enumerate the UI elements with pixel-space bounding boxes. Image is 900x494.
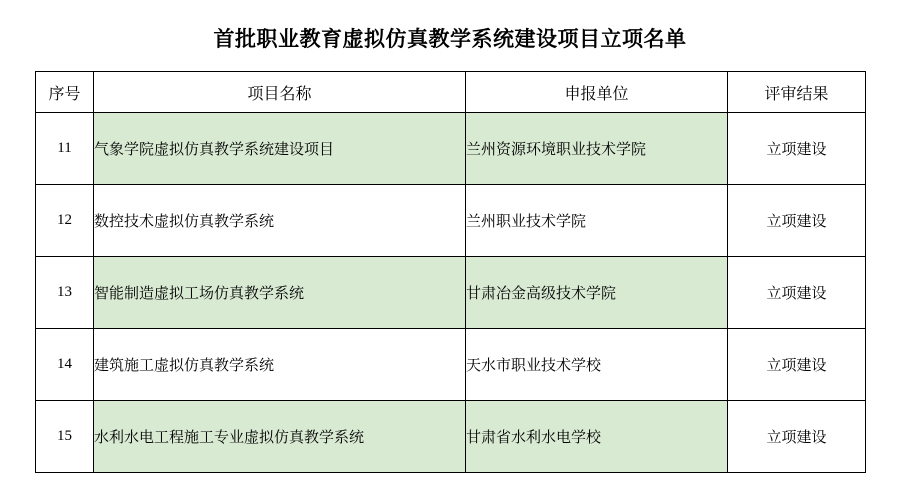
table-row <box>36 185 866 257</box>
table-row <box>36 257 866 329</box>
cell-project-name: 建筑施工虚拟仿真教学系统 <box>94 329 466 401</box>
cell-review-result: 立项建设 <box>728 257 866 329</box>
table-body <box>36 113 866 473</box>
cell-project-name: 水利水电工程施工专业虚拟仿真教学系统 <box>94 401 466 473</box>
cell-review-result: 立项建设 <box>728 185 866 257</box>
cell-no: 15 <box>36 401 94 473</box>
cell-review-result: 立项建设 <box>728 113 866 185</box>
cell-applicant-unit: 兰州职业技术学院 <box>466 185 728 257</box>
column-header-project-name: 项目名称 <box>94 72 466 113</box>
table-header <box>36 72 866 113</box>
cell-no: 11 <box>36 113 94 185</box>
cell-project-name: 气象学院虚拟仿真教学系统建设项目 <box>94 113 466 185</box>
cell-review-result: 立项建设 <box>728 401 866 473</box>
table-row <box>36 113 866 185</box>
column-header-review-result: 评审结果 <box>728 72 866 113</box>
cell-applicant-unit: 兰州资源环境职业技术学院 <box>466 113 728 185</box>
cell-no: 12 <box>36 185 94 257</box>
table-row <box>36 401 866 473</box>
cell-no: 13 <box>36 257 94 329</box>
column-header-applicant-unit: 申报单位 <box>466 72 728 113</box>
cell-applicant-unit: 天水市职业技术学校 <box>466 329 728 401</box>
page-title: 首批职业教育虚拟仿真教学系统建设项目立项名单 <box>213 27 687 51</box>
table-header-row <box>36 72 866 113</box>
project-list-table <box>35 71 866 473</box>
cell-applicant-unit: 甘肃省水利水电学校 <box>466 401 728 473</box>
column-header-no: 序号 <box>36 72 94 113</box>
cell-project-name: 智能制造虚拟工场仿真教学系统 <box>94 257 466 329</box>
cell-applicant-unit: 甘肃冶金高级技术学院 <box>466 257 728 329</box>
cell-no: 14 <box>36 329 94 401</box>
cell-project-name: 数控技术虚拟仿真教学系统 <box>94 185 466 257</box>
table-row <box>36 329 866 401</box>
cell-review-result: 立项建设 <box>728 329 866 401</box>
project-list-table-container <box>35 71 865 473</box>
